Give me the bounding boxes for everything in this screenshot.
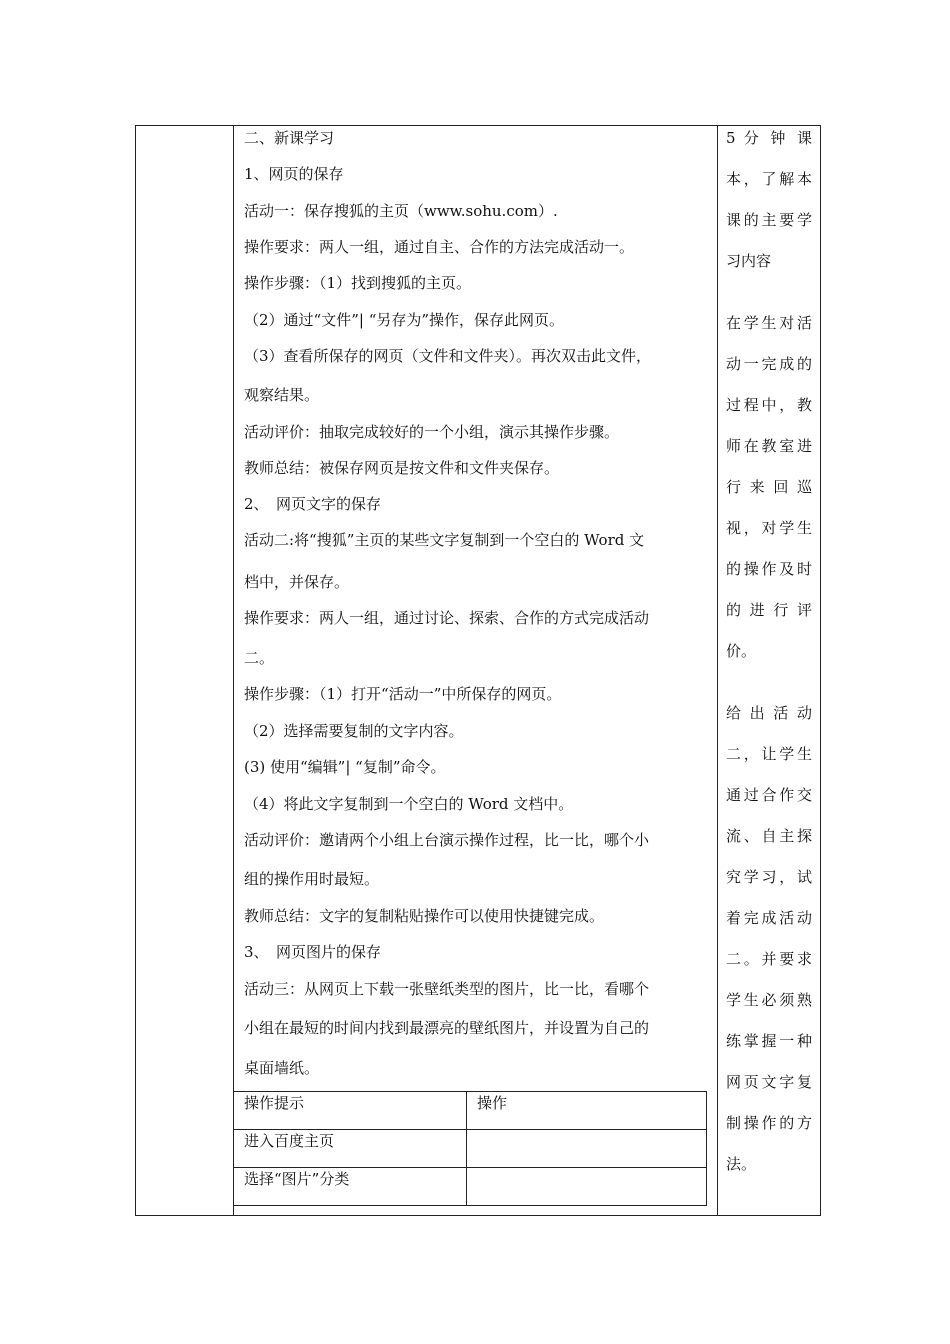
note-line: 5 分 钟 课: [726, 129, 812, 147]
note-line: 的操作及时: [726, 560, 812, 578]
text-line: （3）查看所保存的网页（文件和文件夹）。再次双击此文件，: [244, 347, 652, 365]
note-line: 练掌握一种: [726, 1032, 812, 1050]
note-line: 制操作的方: [726, 1114, 812, 1132]
text-line: 活动评价：邀请两个小组上台演示操作过程，比一比，哪个小: [244, 831, 650, 849]
table-row: [234, 1168, 707, 1206]
text-line: （2）选择需要复制的文字内容。: [244, 722, 464, 740]
text-line: 教师总结：被保存网页是按文件和文件夹保存。: [244, 459, 560, 477]
text-line: 档中，并保存。: [244, 573, 350, 591]
text-line: 观察结果。: [244, 386, 320, 404]
text-line: 操作要求：两人一组，通过自主、合作的方法完成活动一。: [244, 238, 635, 256]
text-line: 活动二:将“搜狐”主页的某些文字复制到一个空白的 Word 文: [244, 531, 645, 549]
note-line: 视，对学生: [726, 519, 812, 537]
text-line: 活动评价：抽取完成较好的一个小组，演示其操作步骤。: [244, 423, 620, 441]
text-line: 操作步骤：（1）找到搜狐的主页。: [244, 274, 472, 292]
note-line: 网页文字复: [726, 1073, 812, 1091]
note-line: 在学生对活: [726, 314, 812, 332]
operation-table: [233, 1091, 707, 1206]
text-line: （4）将此文字复制到一个空白的 Word 文档中。: [244, 795, 574, 813]
text-line: 小组在最短的时间内找到最漂亮的壁纸图片，并设置为自己的: [244, 1019, 650, 1037]
subsection-heading: 3、 网页图片的保存: [244, 943, 382, 961]
column-divider-left: [233, 126, 234, 1215]
text-line: 组的操作用时最短。: [244, 870, 380, 888]
note-line: 通过合作交: [726, 786, 812, 804]
note-line: 过程中，教: [726, 396, 812, 414]
table-cell: [467, 1168, 707, 1206]
note-line: 流、自主探: [726, 827, 812, 845]
note-line: 法。: [726, 1155, 757, 1173]
text-line: 操作步骤：（1）打开“活动一”中所保存的网页。: [244, 685, 562, 703]
text-line: 活动一：保存搜狐的主页（www.sohu.com）.: [244, 202, 558, 220]
note-line: 学生必须熟: [726, 991, 812, 1009]
note-line: 的 进 行 评: [726, 601, 812, 619]
column-divider-right: [717, 126, 718, 1215]
table-header-cell: 操作: [467, 1092, 707, 1130]
table-cell: [467, 1130, 707, 1168]
lesson-table: [135, 125, 821, 1216]
note-line: 师在教室进: [726, 437, 812, 455]
note-line: 二，让学生: [726, 745, 812, 763]
text-line: （2）通过“文件”| “另存为”操作，保存此网页。: [244, 311, 565, 329]
note-line: 动一完成的: [726, 355, 812, 373]
section-heading: 二、新课学习: [244, 129, 335, 147]
table-header-row: [234, 1092, 707, 1130]
note-line: 本，了解本: [726, 170, 812, 188]
table-row: [234, 1130, 707, 1168]
note-line: 习内容: [726, 252, 772, 270]
table-cell: 选择“图片”分类: [234, 1168, 467, 1206]
note-line: 价。: [726, 642, 757, 660]
subsection-heading: 1、网页的保存: [244, 165, 344, 183]
note-line: 二。并要求: [726, 950, 812, 968]
note-line: 给 出 活 动: [726, 704, 812, 722]
note-line: 课的主要学: [726, 211, 812, 229]
text-line: 操作要求：两人一组，通过讨论、探索、合作的方式完成活动: [244, 609, 650, 627]
table-header-cell: 操作提示: [234, 1092, 467, 1130]
text-line: 二。: [244, 649, 275, 667]
note-line: 行 来 回 巡: [726, 478, 812, 496]
text-line: 桌面墙纸。: [244, 1059, 320, 1077]
subsection-heading: 2、 网页文字的保存: [244, 495, 382, 513]
note-line: 着完成活动: [726, 909, 812, 927]
text-line: 教师总结：文字的复制粘贴操作可以使用快捷键完成。: [244, 907, 605, 925]
table-cell: 进入百度主页: [234, 1130, 467, 1168]
text-line: (3) 使用“编辑”| “复制”命令。: [244, 758, 446, 776]
text-line: 活动三：从网页上下载一张壁纸类型的图片，比一比，看哪个: [244, 980, 650, 998]
note-line: 究学习，试: [726, 868, 812, 886]
